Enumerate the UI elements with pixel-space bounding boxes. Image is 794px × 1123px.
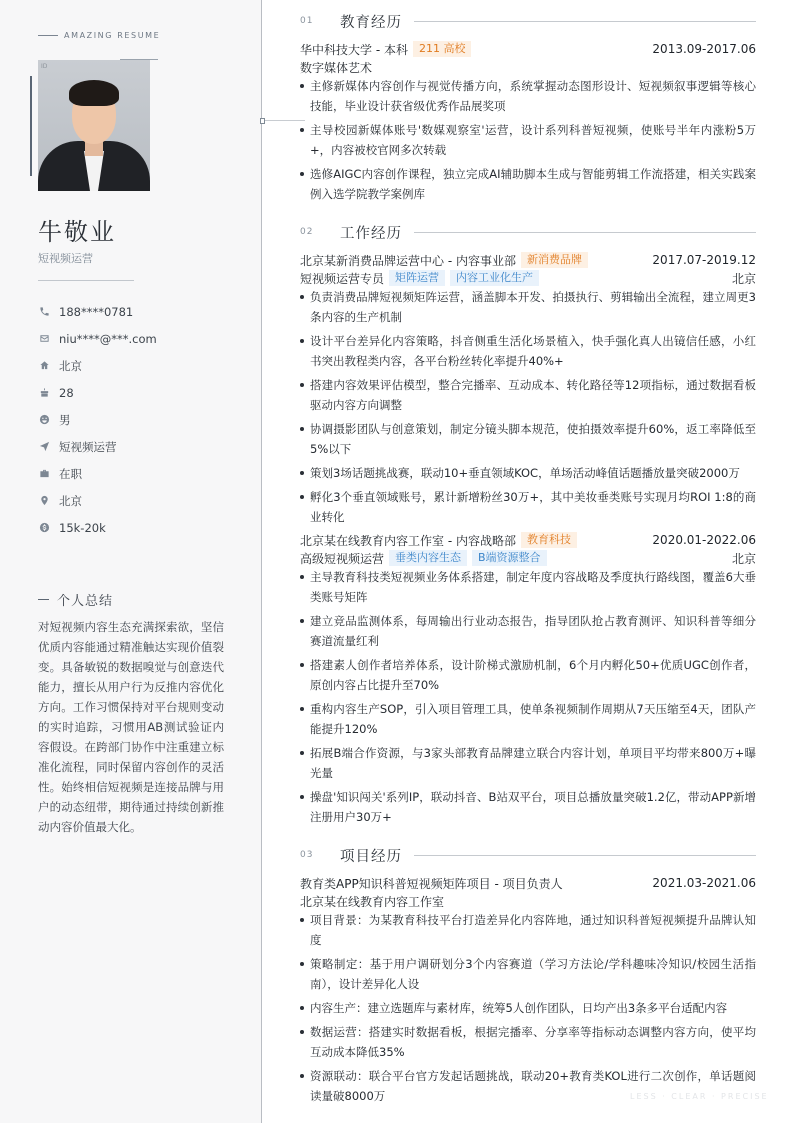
photo-tag: ID bbox=[41, 63, 48, 70]
list-item: 操盘'知识闯关'系列IP，联动抖音、B站双平台，项目总播放量突破1.2亿，带动APP新增注册用户30万+ bbox=[300, 787, 756, 827]
home-city-text: 北京 bbox=[59, 358, 82, 373]
brand bbox=[38, 31, 160, 40]
list-item: 项目背景：为某教育科技平台打造差异化内容阵地，通过知识科普短视频提升品牌认知度 bbox=[300, 910, 756, 950]
location-pin-icon bbox=[38, 495, 50, 507]
job-1-bullets bbox=[300, 287, 756, 531]
project-header bbox=[300, 874, 756, 892]
list-item: 数据运营：搭建实时数据看板，根据完播率、分享率等指标动态调整内容方向，使平均互动成本降低35% bbox=[300, 1022, 756, 1062]
candidate-role: 短视频运营 bbox=[38, 252, 93, 265]
position-title: 短视频运营专员 bbox=[300, 271, 385, 286]
phone-icon bbox=[38, 306, 50, 318]
job-2-bullets bbox=[300, 567, 756, 831]
info-location bbox=[38, 487, 157, 514]
company-tag: 新消费品牌 bbox=[521, 252, 588, 268]
list-item: 内容生产：建立选题库与素材库，统筹5人创作团队，日均产出3条多平台适配内容 bbox=[300, 998, 756, 1018]
sidebar-edge-marker bbox=[260, 118, 265, 124]
info-salary bbox=[38, 514, 157, 541]
target-role-text: 短视频运营 bbox=[59, 439, 117, 454]
list-item: 负责消费品牌短视频矩阵运营，涵盖脚本开发、拍摄执行、剪辑输出全流程，建立周更3条内容的生产机制 bbox=[300, 287, 756, 327]
project-bullets bbox=[300, 910, 756, 1110]
gender-text: 男 bbox=[59, 412, 71, 427]
skill-tag: 内容工业化生产 bbox=[450, 270, 539, 286]
list-item: 建立竞品监测体系，每周输出行业动态报告，指导团队抢占教育测评、知识科普等细分赛道流量红利 bbox=[300, 611, 756, 651]
sidebar-edge-line bbox=[265, 120, 305, 121]
briefcase-icon bbox=[38, 468, 50, 480]
education-heading bbox=[300, 11, 756, 31]
list-item: 主导教育科技类短视频业务体系搭建，制定年度内容战略及季度执行路线图，覆盖6大垂类账号矩阵 bbox=[300, 567, 756, 607]
salary-text: 15k-20k bbox=[59, 520, 106, 535]
section-title: 工作经历 bbox=[340, 225, 402, 242]
job-period: 2020.01-2022.06 bbox=[652, 533, 756, 547]
email-text[interactable]: niu****@***.com bbox=[59, 331, 157, 346]
project-period: 2021.03-2021.06 bbox=[652, 876, 756, 890]
list-item: 搭建内容效果评估模型，整合完播率、互动成本、转化路径等12项指标，通过数据看板驱动内容方向调整 bbox=[300, 375, 756, 415]
project-org-row bbox=[300, 892, 756, 910]
contact-info-list bbox=[38, 298, 157, 541]
list-item: 搭建素人创作者培养体系，设计阶梯式激励机制，6个月内孵化50+优质UGC创作者，原创内容占比提升至70% bbox=[300, 655, 756, 695]
list-item: 孵化3个垂直领域账号，累计新增粉丝30万+，其中美妆垂类账号实现月均ROI 1:8的商业转化 bbox=[300, 487, 756, 527]
major-name: 数字媒体艺术 bbox=[300, 60, 373, 75]
job-1-position-row bbox=[300, 269, 756, 287]
skill-tag: 矩阵运营 bbox=[389, 270, 445, 286]
work-heading bbox=[300, 222, 756, 242]
summary-text: 对短视频内容生态充满探索欲，坚信优质内容能通过精准触达实现价值裂变。具备敏锐的数据嗅觉与创意迭代能力，擅长从用户行为反推内容优化方向。工作习惯保持对平台规则变动的实时追踪，习惯用AB测试验证内容假设。在跨部门协作中注重建立标准化流程，同时保留内容创作的灵活性。始终相信短视频是连接品牌与用户的动态纽带，期待通过持续创新推动内容价值最大化。 bbox=[38, 620, 224, 834]
section-rule bbox=[414, 855, 756, 856]
photo-frame-line bbox=[30, 76, 32, 176]
candidate-name: 牛敬业 bbox=[38, 218, 116, 246]
skill-tag: 垂类内容生态 bbox=[389, 550, 467, 566]
summary-heading bbox=[38, 590, 113, 609]
education-entry bbox=[300, 40, 756, 58]
avatar-photo bbox=[38, 60, 150, 191]
position-title: 高级短视频运营 bbox=[300, 551, 385, 566]
list-item: 资源联动：联合平台官方发起话题挑战，联动20+教育类KOL进行二次创作，单话题阅读量破8000万 bbox=[300, 1066, 756, 1106]
divider bbox=[38, 280, 134, 281]
send-icon bbox=[38, 441, 50, 453]
projects-heading bbox=[300, 845, 756, 865]
age-text: 28 bbox=[59, 385, 74, 400]
list-item: 协调摄影团队与创意策划，制定分镜头脚本规范，使拍摄效率提升60%，返工率降低至5%以下 bbox=[300, 419, 756, 459]
brand-text: AMAZING RESUME bbox=[64, 31, 161, 40]
section-number: 01 bbox=[300, 16, 314, 26]
company-tag: 教育科技 bbox=[521, 532, 577, 548]
status-text: 在职 bbox=[59, 466, 82, 481]
info-target-role bbox=[38, 433, 157, 460]
company-name: 北京某在线教育内容工作室 - 内容战略部 bbox=[300, 533, 516, 548]
section-number: 02 bbox=[300, 227, 314, 237]
info-status bbox=[38, 460, 157, 487]
project-org: 北京某在线教育内容工作室 bbox=[300, 894, 445, 909]
education-major-row bbox=[300, 58, 756, 76]
info-email bbox=[38, 325, 157, 352]
home-icon bbox=[38, 360, 50, 372]
list-item: 设计平台差异化内容策略，抖音侧重生活化场景植入，快手强化真人出镜信任感，小红书突出教程类内容，各平台粉丝转化率提升40%+ bbox=[300, 331, 756, 371]
job-2-header bbox=[300, 531, 756, 549]
phone-text[interactable]: 188****0781 bbox=[59, 304, 134, 319]
list-item: 重构内容生产SOP，引入项目管理工具，使单条视频制作周期从7天压缩至4天，团队产能提升120% bbox=[300, 699, 756, 739]
education-bullets bbox=[300, 76, 756, 208]
sidebar bbox=[0, 0, 262, 1123]
info-phone bbox=[38, 298, 157, 325]
location-text: 北京 bbox=[59, 493, 82, 508]
company-name: 北京某新消费品牌运营中心 - 内容事业部 bbox=[300, 253, 516, 268]
info-age bbox=[38, 379, 157, 406]
list-item: 主导校园新媒体账号'数媒观察室'运营，设计系列科普短视频，使账号半年内涨粉5万+，内容被校官网多次转载 bbox=[300, 120, 756, 160]
footer-watermark: LESS · CLEAR · PRECISE bbox=[630, 1092, 769, 1101]
info-home bbox=[38, 352, 157, 379]
info-gender bbox=[38, 406, 157, 433]
list-item: 拓展B端合作资源，与3家头部教育品牌建立联合内容计划，单项目平均带来800万+曝光量 bbox=[300, 743, 756, 783]
list-item: 策划3场话题挑战赛，联动10+垂直领域KOC，单场活动峰值话题播放量突破2000万 bbox=[300, 463, 756, 483]
job-1-header bbox=[300, 251, 756, 269]
list-item: 主修新媒体内容创作与视觉传播方向，系统掌握动态图形设计、短视频叙事逻辑等核心技能，毕业设计获省级优秀作品展奖项 bbox=[300, 76, 756, 116]
job-city: 北京 bbox=[731, 271, 756, 286]
project-name: 教育类APP知识科普短视频矩阵项目 - 项目负责人 bbox=[300, 876, 563, 891]
school-tag: 211 高校 bbox=[413, 41, 472, 57]
school-name: 华中科技大学 - 本科 bbox=[300, 42, 408, 57]
mail-icon bbox=[38, 333, 50, 345]
brand-dash bbox=[38, 35, 58, 36]
smile-icon bbox=[38, 414, 50, 426]
section-rule bbox=[414, 21, 756, 22]
skill-tag: B端资源整合 bbox=[472, 550, 547, 566]
section-title: 项目经历 bbox=[340, 848, 402, 865]
job-period: 2017.07-2019.12 bbox=[652, 253, 756, 267]
cake-icon bbox=[38, 387, 50, 399]
list-item: 策略制定：基于用户调研划分3个内容赛道（学习方法论/学科趣味冷知识/校园生活指南），设计差异化人设 bbox=[300, 954, 756, 994]
section-number: 03 bbox=[300, 850, 314, 860]
section-title: 教育经历 bbox=[340, 14, 402, 31]
education-period: 2013.09-2017.06 bbox=[652, 42, 756, 56]
job-2-position-row bbox=[300, 549, 756, 567]
section-rule bbox=[414, 232, 756, 233]
job-city: 北京 bbox=[731, 551, 756, 566]
salary-icon bbox=[38, 522, 50, 534]
list-item: 选修AIGC内容创作课程，独立完成AI辅助脚本生成与智能剪辑工作流搭建，相关实践案例入选学院教学案例库 bbox=[300, 164, 756, 204]
summary-title: 个人总结 bbox=[57, 594, 114, 609]
